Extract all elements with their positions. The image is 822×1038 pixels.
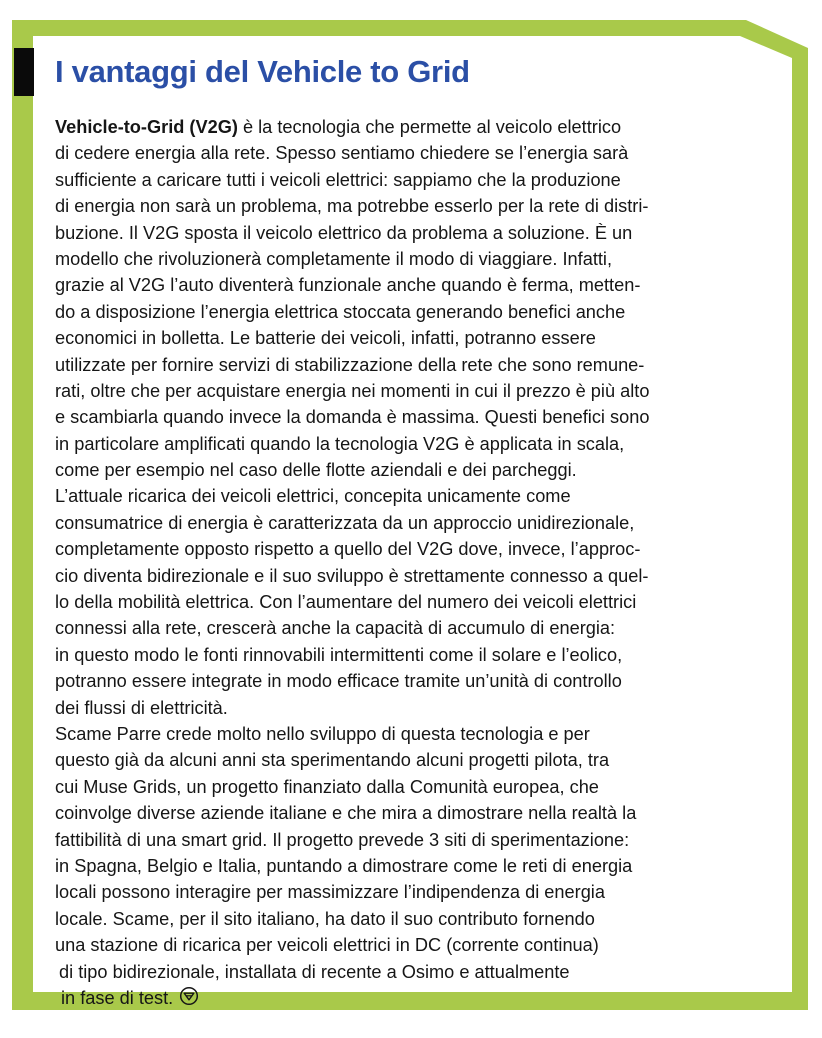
body-line: locali possono interagire per massimizzare l’indipendenza di energia (55, 882, 605, 903)
body-line: fattibilità di una smart grid. Il progetto prevede 3 siti di sperimentazione: (55, 829, 630, 850)
body-line: grazie al V2G l’auto diventerà funzionale anche quando è ferma, metten- (55, 275, 641, 296)
body-line: cio diventa bidirezionale e il suo sviluppo è strettamente connesso a quel- (55, 565, 649, 586)
editorial-end-mark-icon (179, 986, 199, 1006)
body-line: di energia non sarà un problema, ma potrebbe esserlo per la rete di distri- (55, 196, 649, 217)
body-line: potranno essere integrate in modo efficace tramite un’unità di controllo (55, 671, 622, 692)
body-line: sufficiente a caricare tutti i veicoli elettrici: sappiamo che la produzione (55, 169, 621, 190)
body-line (55, 114, 755, 140)
body-line: coinvolge diverse aziende italiane e che mira a dimostrare nella realtà la (55, 803, 637, 824)
body-line-text: in fase di test. (61, 987, 174, 1008)
body-line: utilizzate per fornire servizi di stabilizzazione della rete che sono remune- (55, 354, 645, 375)
lead-term: Vehicle-to-Grid (V2G) (55, 117, 238, 137)
body-line: cui Muse Grids, un progetto finanziato dalla Comunità europea, che (55, 776, 599, 797)
body-line: lo della mobilità elettrica. Con l’aumentare del numero dei veicoli elettrici (55, 592, 637, 613)
body-line: locale. Scame, per il sito italiano, ha dato il suo contributo fornendo (55, 908, 595, 929)
body-line: e scambiarla quando invece la domanda è massima. Questi benefici sono (55, 407, 650, 428)
title-accent-bar (14, 48, 34, 96)
body-line: di cedere energia alla rete. Spesso sentiamo chiedere se l’energia sarà (55, 143, 629, 164)
body-line: completamente opposto rispetto a quello del V2G dove, invece, l’approc- (55, 539, 641, 560)
body-line: come per esempio nel caso delle flotte aziendali e dei parcheggi. (55, 460, 577, 481)
body-line-text: è la tecnologia che permette al veicolo elettrico (237, 117, 622, 137)
body-line: rati, oltre che per acquistare energia nei momenti in cui il prezzo è più alto (55, 380, 650, 401)
body-line: consumatrice di energia è caratterizzata da un approccio unidirezionale, (55, 512, 635, 533)
body-line: economici in bolletta. Le batterie dei veicoli, infatti, potranno essere (55, 328, 596, 349)
body-line: dei flussi di elettricità. (55, 697, 228, 718)
body-line: in questo modo le fonti rinnovabili intermittenti come il solare e l’eolico, (55, 644, 623, 665)
body-line: connessi alla rete, crescerà anche la capacità di accumulo di energia: (55, 618, 616, 639)
body-line: una stazione di ricarica per veicoli elettrici in DC (corrente continua) (55, 935, 599, 956)
body-line: modello che rivoluzionerà completamente il modo di viaggiare. Infatti, (55, 248, 613, 269)
article-body (55, 114, 755, 1011)
body-line: questo già da alcuni anni sta sperimentando alcuni progetti pilota, tra (55, 750, 610, 771)
body-line: L’attuale ricarica dei veicoli elettrici, concepita unicamente come (55, 486, 571, 507)
body-line: Scame Parre crede molto nello sviluppo di questa tecnologia e per (55, 723, 590, 744)
body-line: in particolare amplificati quando la tecnologia V2G è applicata in scala, (55, 433, 625, 454)
body-line: in Spagna, Belgio e Italia, puntando a dimostrare come le reti di energia (55, 855, 633, 876)
article-title: I vantaggi del Vehicle to Grid (55, 54, 470, 89)
body-line: buzione. Il V2G sposta il veicolo elettrico da problema a soluzione. È un (55, 222, 633, 243)
body-line (55, 985, 755, 1011)
body-line: di tipo bidirezionale, installata di recente a Osimo e attualmente (59, 961, 570, 982)
body-line: do a disposizione l’energia elettrica stoccata generando benefici anche (55, 301, 626, 322)
